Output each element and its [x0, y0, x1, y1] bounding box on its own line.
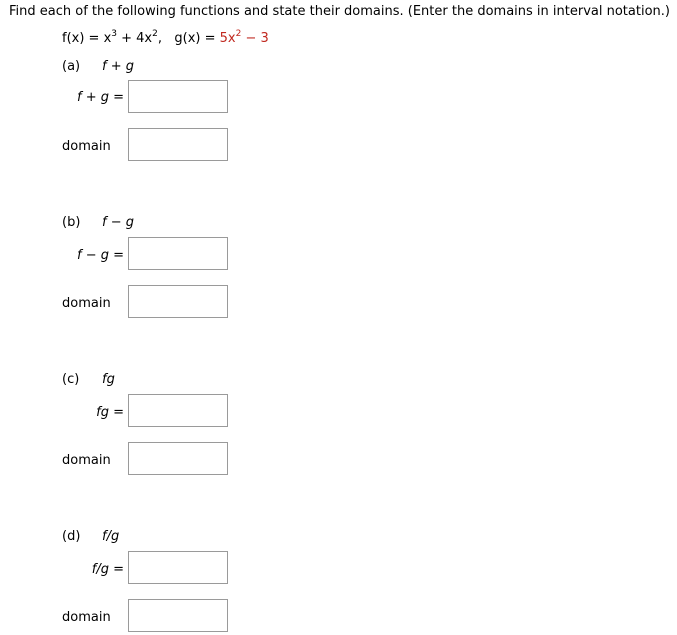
part-b-domain-label: domain — [62, 296, 111, 311]
part-a-label: (a) — [62, 59, 81, 74]
part-c-function-input[interactable] — [128, 394, 228, 427]
part-b-label: (b) — [62, 215, 81, 230]
f-exponent-2: 2 — [152, 29, 158, 39]
part-d-answer-label: f/g = — [91, 562, 124, 577]
part-a-domain-input[interactable] — [128, 128, 228, 161]
f-definition-mid: + 4x — [117, 31, 153, 46]
g-exponent: 2 — [235, 29, 242, 39]
part-c-domain-label: domain — [62, 453, 111, 468]
part-c-answer-label: fg = — [96, 405, 124, 420]
part-b-answer-label: f − g = — [76, 248, 124, 263]
part-d-label: (d) — [62, 529, 81, 544]
f-definition-lhs: f(x) = x — [62, 31, 112, 46]
part-a-expression: f + g — [102, 59, 134, 74]
part-d-domain-label: domain — [62, 610, 111, 625]
part-b-expression: f − g — [102, 215, 134, 230]
part-a-answer-label: f + g = — [76, 90, 124, 105]
part-b-function-input[interactable] — [128, 237, 228, 270]
part-a-function-input[interactable] — [128, 80, 228, 113]
g-coefficient: 5x — [219, 31, 236, 46]
part-b-domain-input[interactable] — [128, 285, 228, 318]
separator: , — [157, 31, 175, 46]
function-definitions — [62, 31, 269, 46]
g-constant: − 3 — [241, 31, 269, 46]
instructions-text: Find each of the following functions and state their domains. (Enter the domains in interval notation.) — [9, 4, 670, 19]
part-a-domain-label: domain — [62, 139, 111, 154]
part-d-expression: f/g — [102, 529, 120, 544]
part-d-function-input[interactable] — [128, 551, 228, 584]
f-exponent-3: 3 — [111, 29, 117, 39]
part-c-label: (c) — [62, 372, 80, 387]
part-d-domain-input[interactable] — [128, 599, 228, 632]
g-definition-lhs: g(x) = — [174, 31, 220, 46]
part-c-expression: fg — [102, 372, 115, 387]
part-c-domain-input[interactable] — [128, 442, 228, 475]
